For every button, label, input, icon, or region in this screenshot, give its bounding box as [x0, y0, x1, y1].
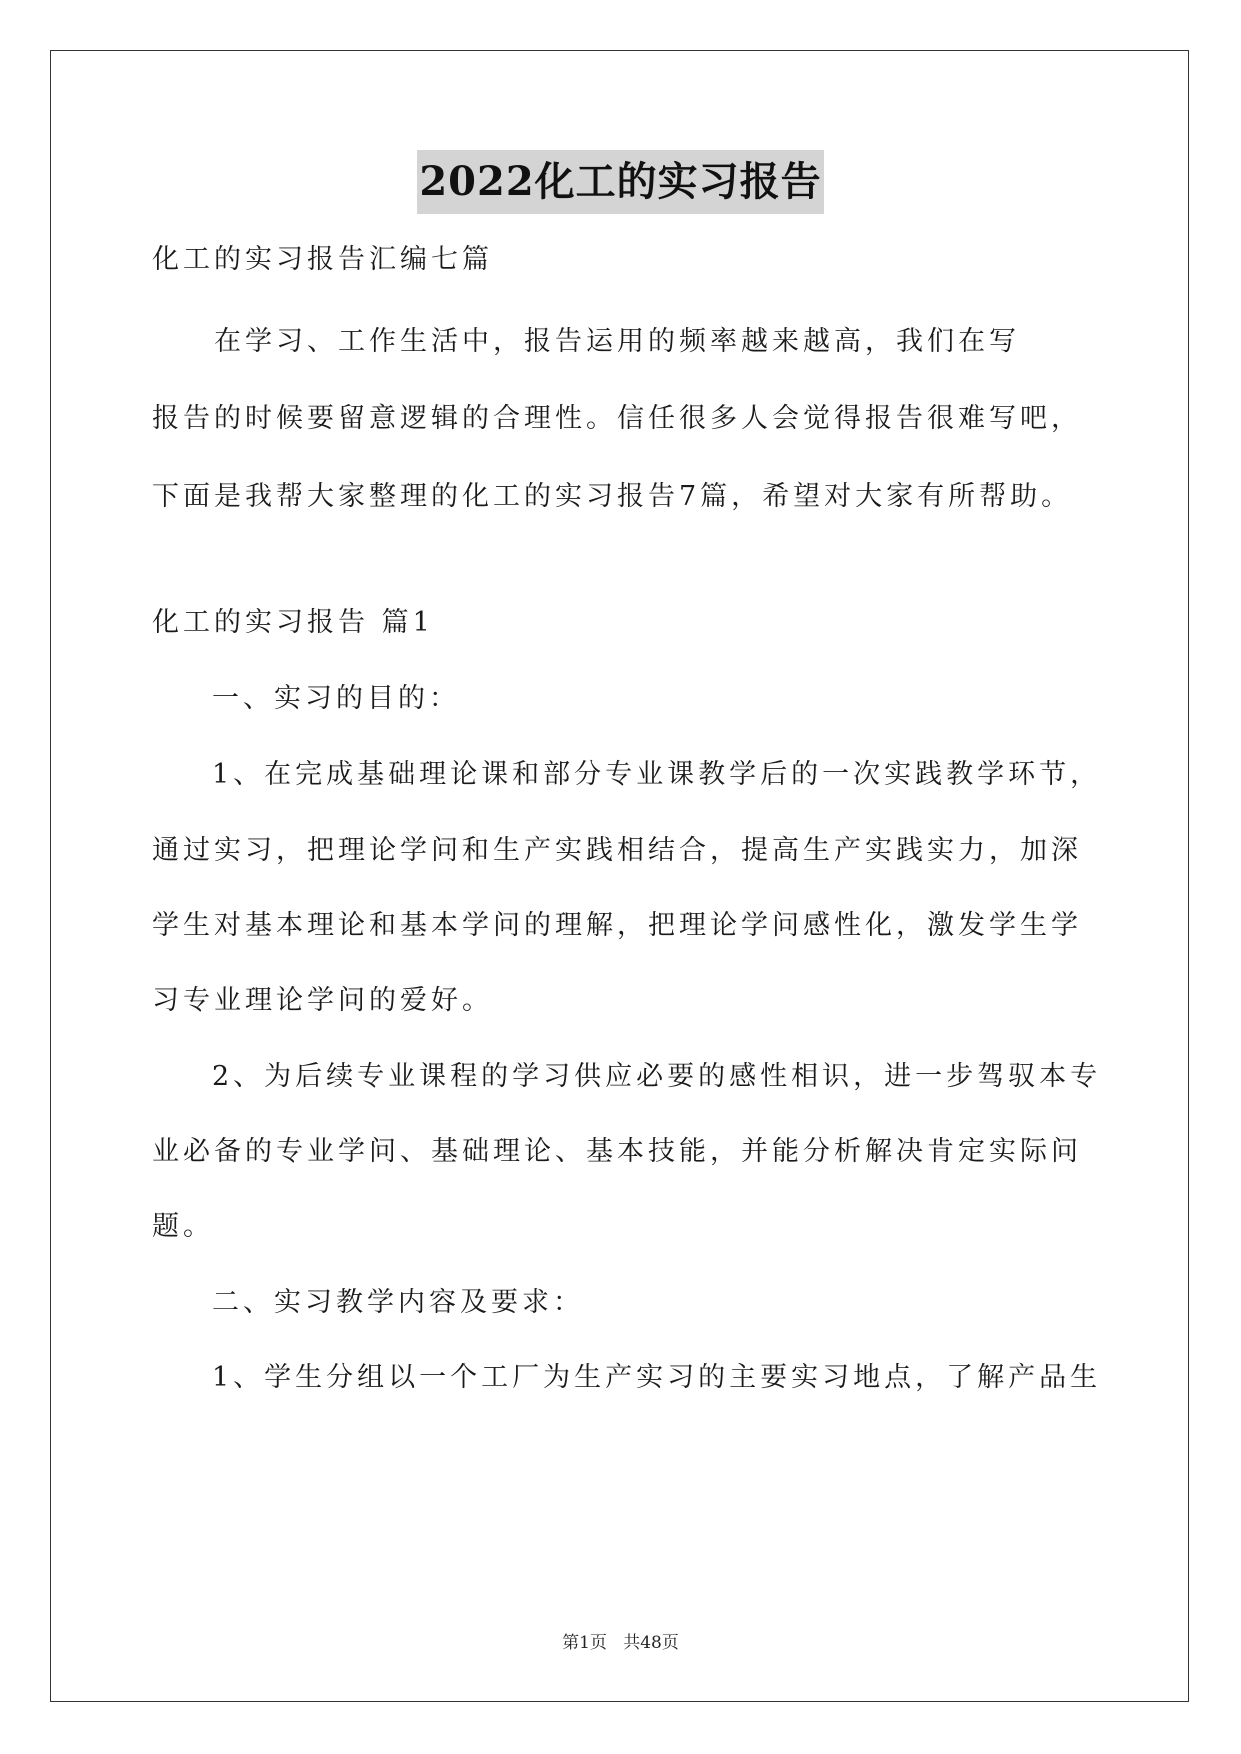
- page-border: [50, 50, 1189, 1702]
- body-line: 报告的时候要留意逻辑的合理性。信任很多人会觉得报告很难写吧，: [152, 403, 1082, 434]
- body-line: 2、为后续专业课程的学习供应必要的感性相识，进一步驾驭本专: [212, 1061, 1102, 1092]
- title-container: [0, 150, 1241, 214]
- page-number: 第1页: [562, 1633, 607, 1653]
- body-line: 下面是我帮大家整理的化工的实习报告7篇，希望对大家有所帮助。: [152, 481, 1073, 512]
- body-line: 通过实习，把理论学问和生产实践相结合，提高生产实践实力，加深: [152, 835, 1082, 866]
- body-line: 1、在完成基础理论课和部分专业课教学后的一次实践教学环节，: [212, 759, 1102, 790]
- body-line: 习专业理论学问的爱好。: [152, 985, 493, 1016]
- document-title: 2022化工的实习报告: [417, 150, 823, 214]
- page-footer: [0, 1628, 1241, 1653]
- body-line: 1、学生分组以一个工厂为生产实习的主要实习地点，了解产品生: [212, 1362, 1102, 1393]
- body-line: 一、实习的目的：: [212, 683, 460, 714]
- section-heading: 化工的实习报告 篇1: [152, 607, 434, 638]
- body-line: 在学习、工作生活中，报告运用的频率越来越高，我们在写: [152, 326, 1020, 357]
- body-line: 学生对基本理论和基本学问的理解，把理论学问感性化，激发学生学: [152, 910, 1082, 941]
- body-line: 二、实习教学内容及要求：: [212, 1287, 584, 1318]
- body-line: 业必备的专业学问、基础理论、基本技能，并能分析解决肯定实际问: [152, 1136, 1082, 1167]
- body-line: 题。: [152, 1211, 214, 1242]
- page-total: 共48页: [623, 1633, 679, 1653]
- subtitle-line: 化工的实习报告汇编七篇: [152, 244, 493, 275]
